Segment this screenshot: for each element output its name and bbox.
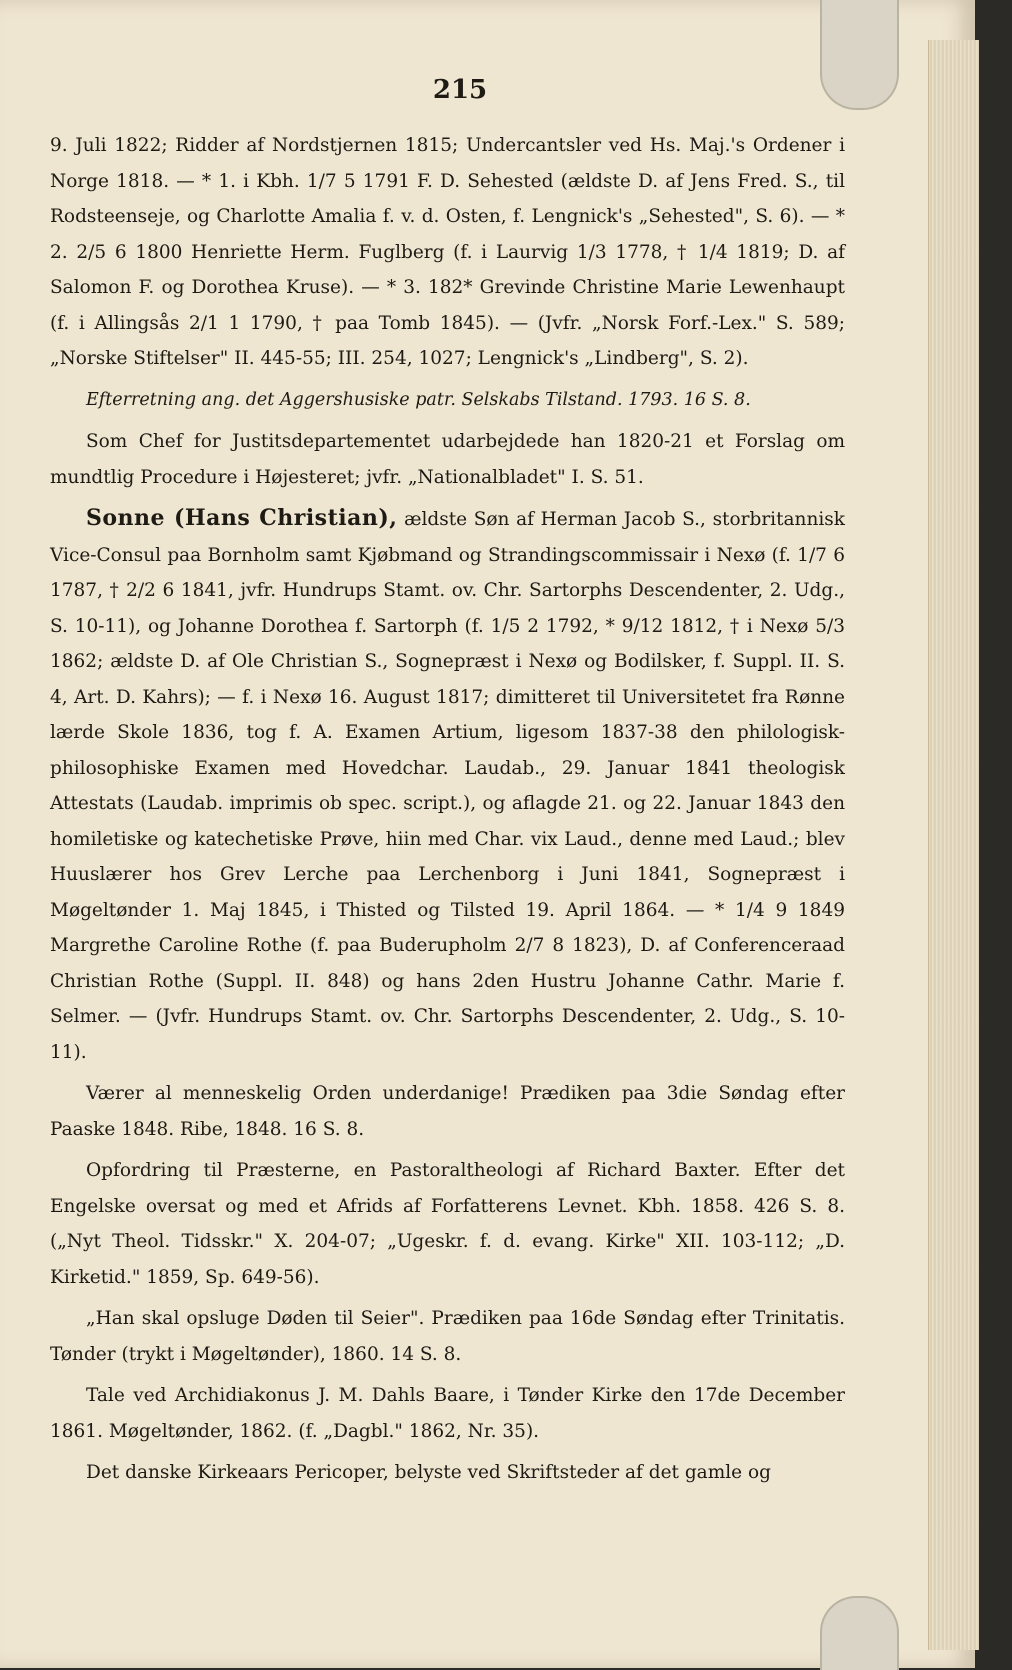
paragraph-1: 9. Juli 1822; Ridder af Nordstjernen 1815; Undercantsler ved Hs. Maj.'s Ordener i Norge 1818. — * 1. i Kbh. 1/7 5 1791 F. D. Sehested (ældste D. af Jens Fred. S., til Rodsteenseje, og Charlotte Amalia f. v. d. Osten, f. Lengnick's „Sehested", S. 6). — * 2. 2/5 6 1800 Henriette Herm. Fuglberg (f. i Laurvig 1/3 1778, † 1/4 1819; D. af Salomon F. og Dorothea Kruse). — * 3. 182* Grevinde Christine Marie Lewenhaupt (f. i Allingsås 2/1 1 1790, † paa Tomb 1845). — (Jvfr. „Norsk Forf.-Lex." S. 589; „Norske Stiftelser" II. 445-55; III. 254, 1027; Lengnick's „Lindberg", S. 2). [50, 135, 845, 369]
paragraph-3: Som Chef for Justitsdepartementet udarbejdede han 1820-21 et Forslag om mundtlig Procedure i Højesteret; jvfr. „Nationalbladet" I. S. 51. [50, 431, 845, 488]
paragraph-8: Tale ved Archidiakonus J. M. Dahls Baare, i Tønder Kirke den 17de December 1861. Møgeltønder, 1862. (f. „Dagbl." 1862, Nr. 35). [50, 1385, 845, 1442]
entry-body: ældste Søn af Herman Jacob S., storbritannisk Vice-Consul paa Bornholm samt Kjøbmand og Strandingscommissair i Nexø (f. 1/7 6 1787, † 2/2 6 1841, jvfr. Hundrups Stamt. ov. Chr. Sartorphs Descendenter, 2. Udg., S. 10-11), og Johanne Dorothea f. Sartorph (f. 1/5 2 1792, * 9/12 1812, † i Nexø 5/3 1862; ældste D. af Ole Christian S., Sognepræst i Nexø og Bodilsker, f. Suppl. II. S. 4, Art. D. Kahrs); — f. i Nexø 16. August 1817; dimitteret til Universitetet fra Rønne lærde Skole 1836, tog f. A. Examen Artium, ligesom 1837-38 den philologisk-philosophiske Examen med Hovedchar. Laudab., 29. Januar 1841 theologisk Attestats (Laudab. imprimis ob spec. script.), og aflagde 21. og 22. Januar 1843 den homiletiske og katechetiske Prøve, hiin med Char. vix Laud., denne med Laud.; blev Huuslærer hos Grev Lerche paa Lerchenborg i Juni 1841, Sognepræst i Møgeltønder 1. Maj 1845, i Thisted og Tilsted 19. April 1864. — * 1/4 9 1849 Margrethe Caroline Rothe (f. paa Buderupholm 2/7 8 1823), D. af Conferenceraad Christian Rothe (Suppl. II. 848) og hans 2den Hustru Johanne Cathr. Marie f. Selmer. — (Jvfr. Hundrups Stamt. ov. Chr. Sartorphs Descendenter, 2. Udg., S. 10-11). [50, 509, 845, 1063]
page-edge-stack [928, 40, 979, 1650]
paragraph-2: Efterretning ang. det Aggershusiske patr. Selskabs Tilstand. 1793. 16 S. 8. [86, 389, 751, 410]
paragraph-9: Det danske Kirkeaars Pericoper, belyste ved Skriftsteder af det gamle og [86, 1462, 771, 1483]
clip-tab-bottom [820, 1596, 899, 1670]
paragraph-5: Værer al menneskelig Orden underdanige! Prædiken paa 3die Søndag efter Paaske 1848. Ribe, 1848. 16 S. 8. [50, 1083, 845, 1140]
page-text [50, 70, 845, 1497]
entry-heading: Sonne (Hans Christian), [86, 505, 398, 531]
paragraph-4 [50, 501, 845, 1070]
paragraph-7: „Han skal opsluge Døden til Seier". Prædiken paa 16de Søndag efter Trinitatis. Tønder (trykt i Møgeltønder), 1860. 14 S. 8. [50, 1308, 845, 1365]
paragraph-6: Opfordring til Præsterne, en Pastoraltheologi af Richard Baxter. Efter det Engelske oversat og med et Afrids af Forfatterens Levnet. Kbh. 1858. 426 S. 8. („Nyt Theol. Tidsskr." X. 204-07; „Ugeskr. f. d. evang. Kirke" XII. 103-112; „D. Kirketid." 1859, Sp. 649-56). [50, 1160, 845, 1288]
page-number: 215 [432, 75, 488, 105]
